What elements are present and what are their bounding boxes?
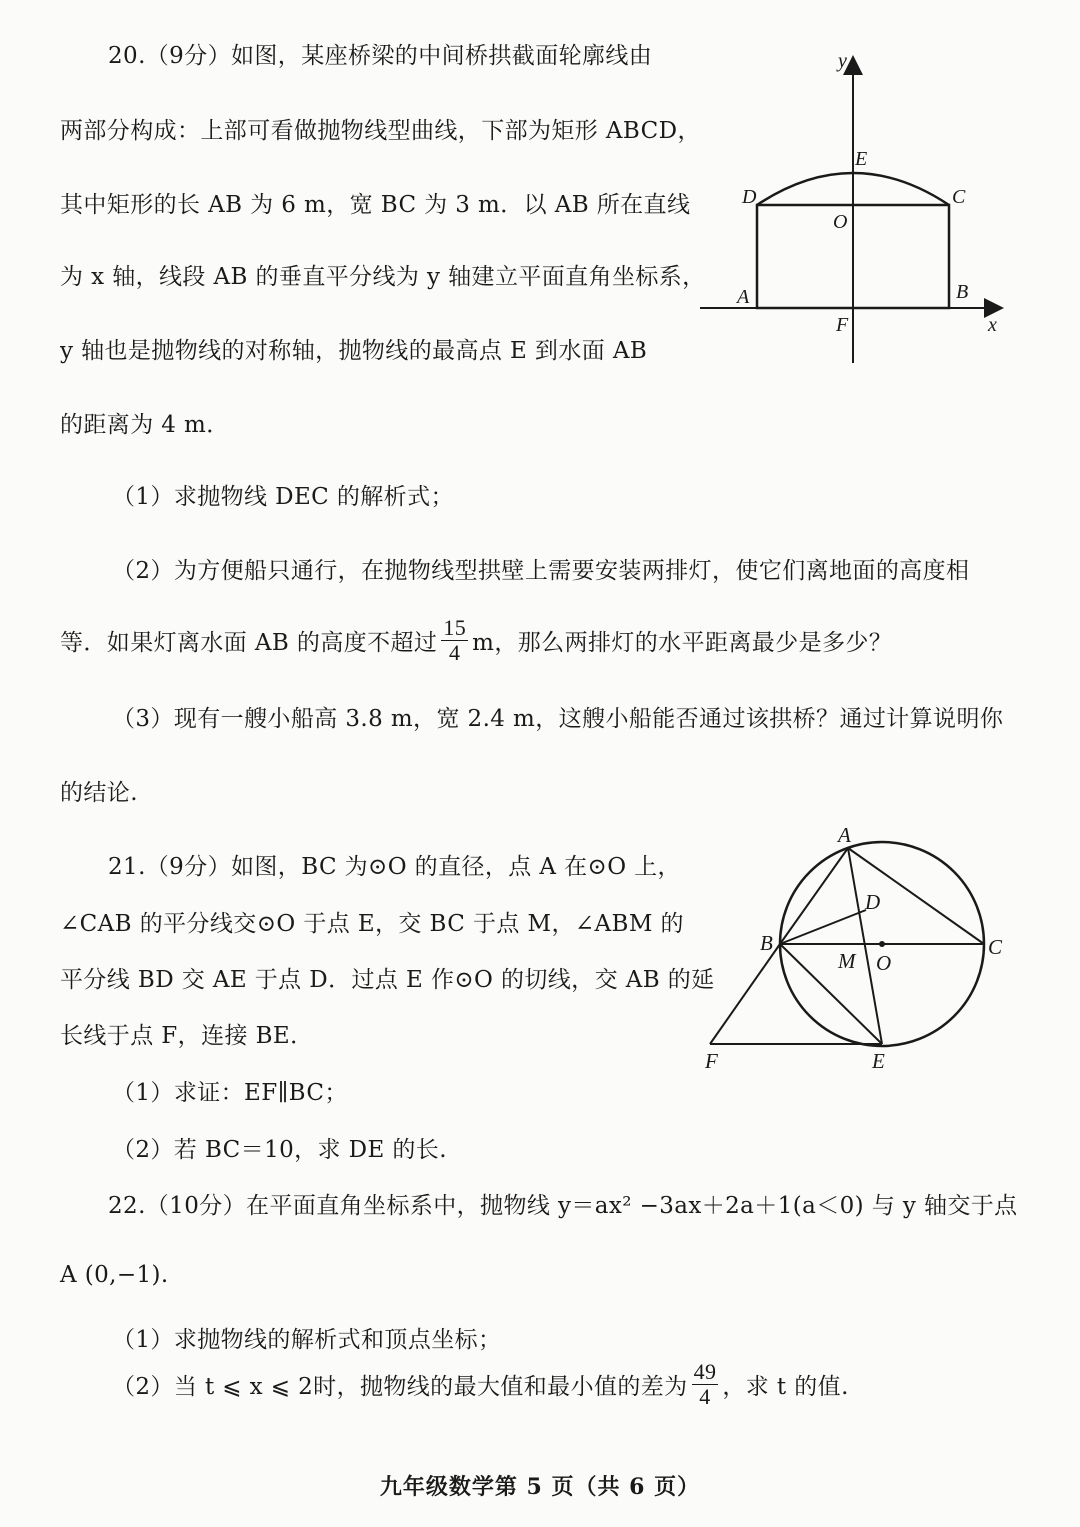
q21-circle-figure <box>690 820 1030 1080</box>
q21-line4: 长线于点 F，连接 BE． <box>60 1023 314 1049</box>
q20-line3: 其中矩形的长 AB 为 6 m，宽 BC 为 3 m．以 AB 所在直线 <box>60 192 691 218</box>
q21-line1: 21.（9分）如图，BC 为⊙O 的直径，点 A 在⊙O 上， <box>108 854 681 880</box>
q20-line2: 两部分构成：上部可看做抛物线型曲线，下部为矩形 ABCD， <box>60 118 701 144</box>
q20-part2b <box>60 612 892 668</box>
q20-header: 20.（9分）如图，某座桥梁的中间桥拱截面轮廓线由 <box>108 43 653 69</box>
segment-bf <box>710 944 780 1044</box>
q20-part2a: （2）为方便船只通行，在抛物线型拱壁上需要安装两排灯，使它们离地面的高度相 <box>112 558 970 584</box>
label-e: E <box>872 1049 885 1073</box>
q20-part1: （1）求抛物线 DEC 的解析式； <box>112 484 454 510</box>
label-a: A <box>737 286 750 308</box>
q20-part3b: 的结论. <box>60 780 138 806</box>
q20-line6: 的距离为 4 m． <box>60 412 230 438</box>
label-b: B <box>760 931 773 955</box>
q20-bridge-figure <box>690 45 1020 375</box>
label-b: B <box>956 281 969 303</box>
q20-part2b-pre: 等．如果灯离水面 AB 的高度不超过 <box>60 629 438 656</box>
center-dot <box>879 941 885 947</box>
q22-part1: （1）求抛物线的解析式和顶点坐标； <box>112 1327 502 1353</box>
q20-line5: y 轴也是抛物线的对称轴，抛物线的最高点 E 到水面 AB <box>60 338 648 364</box>
q20-part2b-post: m，那么两排灯的水平距离最少是多少？ <box>472 629 893 656</box>
label-e: E <box>855 148 868 170</box>
label-c: C <box>988 935 1003 959</box>
fraction-49-4 <box>692 1360 719 1407</box>
q22-part2 <box>112 1356 849 1412</box>
q21-line2: ∠CAB 的平分线交⊙O 于点 E，交 BC 于点 M，∠ABM 的 <box>60 911 684 937</box>
fraction-numerator: 15 <box>443 615 467 641</box>
q22-part2-pre: （2）当 t ⩽ x ⩽ 2时，抛物线的最大值和最小值的差为 <box>112 1373 688 1400</box>
page-footer: 九年级数学第 5 页（共 6 页） <box>379 1474 701 1500</box>
fraction-15-4 <box>441 616 468 663</box>
q22-line1: 22.（10分）在平面直角坐标系中，抛物线 y＝ax² −3ax＋2a＋1(a＜0) 与 y 轴交于点 <box>108 1193 1018 1219</box>
label-y: y <box>838 50 847 72</box>
label-x: x <box>988 314 997 336</box>
q21-line3: 平分线 BD 交 AE 于点 D．过点 E 作⊙O 的切线，交 AB 的延 <box>60 967 715 993</box>
label-d: D <box>865 890 881 914</box>
fraction-numerator: 49 <box>693 1359 717 1385</box>
label-c: C <box>952 186 966 208</box>
label-f: F <box>836 314 849 336</box>
fraction-denominator: 4 <box>449 639 461 665</box>
q22-part2-post: ，求 t 的值. <box>722 1373 849 1400</box>
q20-line4: 为 x 轴，线段 AB 的垂直平分线为 y 轴建立平面直角坐标系， <box>60 264 706 290</box>
label-d: D <box>742 186 757 208</box>
label-f: F <box>705 1049 718 1073</box>
label-o: O <box>876 951 892 975</box>
label-a: A <box>838 823 851 847</box>
label-m: M <box>838 949 856 973</box>
q22-line2: A (0,−1). <box>60 1262 169 1288</box>
label-o: O <box>833 211 848 233</box>
q21-part1: （1）求证：EF∥BC； <box>112 1080 348 1106</box>
fraction-denominator: 4 <box>699 1383 711 1409</box>
q20-part3a: （3）现有一艘小船高 3.8 m，宽 2.4 m，这艘小船能否通过该拱桥？通过计算说明你 <box>112 706 1004 732</box>
q21-part2: （2）若 BC＝10，求 DE 的长. <box>112 1137 447 1163</box>
